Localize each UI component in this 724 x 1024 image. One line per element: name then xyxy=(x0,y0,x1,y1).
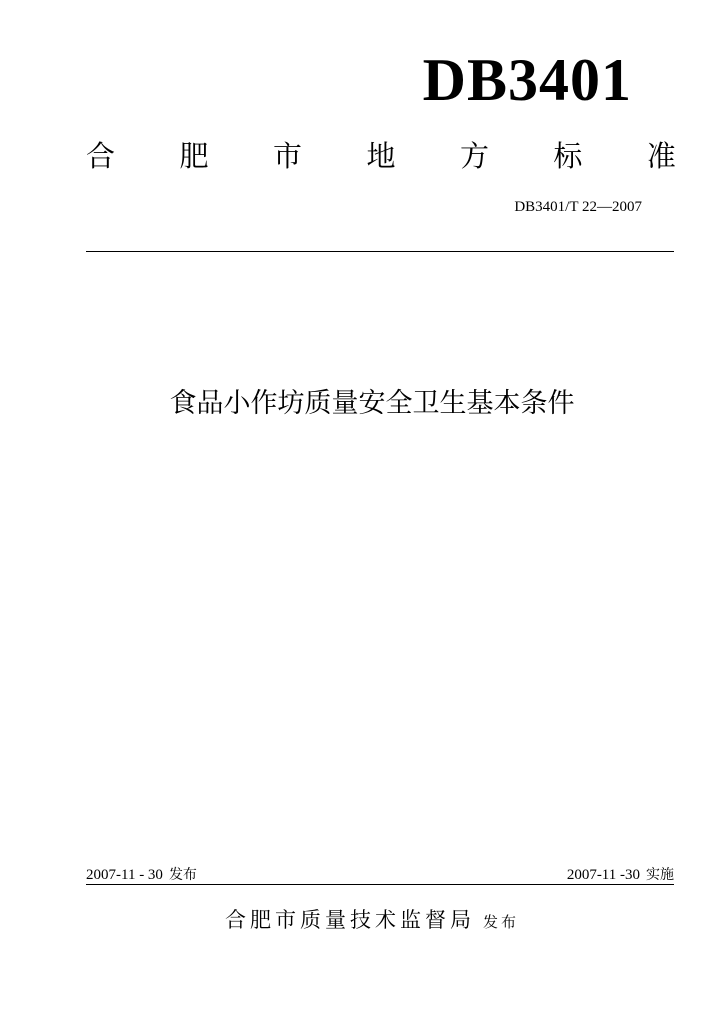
standard-type-char: 地 xyxy=(366,138,396,173)
standard-type-char: 准 xyxy=(646,138,676,173)
standard-type-char: 肥 xyxy=(179,138,209,173)
standard-number: DB3401/T 22—2007 xyxy=(514,199,642,215)
header-divider xyxy=(86,251,674,252)
document-title: 食品小作坊质量安全卫生基本条件 xyxy=(169,388,575,419)
standard-type-heading xyxy=(86,134,676,174)
publish-date-group xyxy=(86,864,197,884)
date-row xyxy=(86,864,674,884)
standard-type-char: 合 xyxy=(86,138,116,173)
issuer-suffix: 发布 xyxy=(482,913,519,931)
standard-type-char: 标 xyxy=(553,138,583,173)
effective-date: 2007-11 -30 xyxy=(566,867,640,883)
effective-label: 实施 xyxy=(646,867,674,883)
standard-type-char: 方 xyxy=(459,138,489,173)
issuer-line xyxy=(0,904,724,934)
standard-type-char: 市 xyxy=(272,138,302,173)
publish-date: 2007-11 - 30 xyxy=(86,867,163,883)
standard-code-mark: DB3401 xyxy=(422,47,632,113)
publish-label: 发布 xyxy=(168,867,197,883)
effective-date-group xyxy=(567,864,674,884)
footer-divider xyxy=(86,884,674,885)
issuing-organization: 合肥市质量技术监督局 xyxy=(224,908,475,932)
